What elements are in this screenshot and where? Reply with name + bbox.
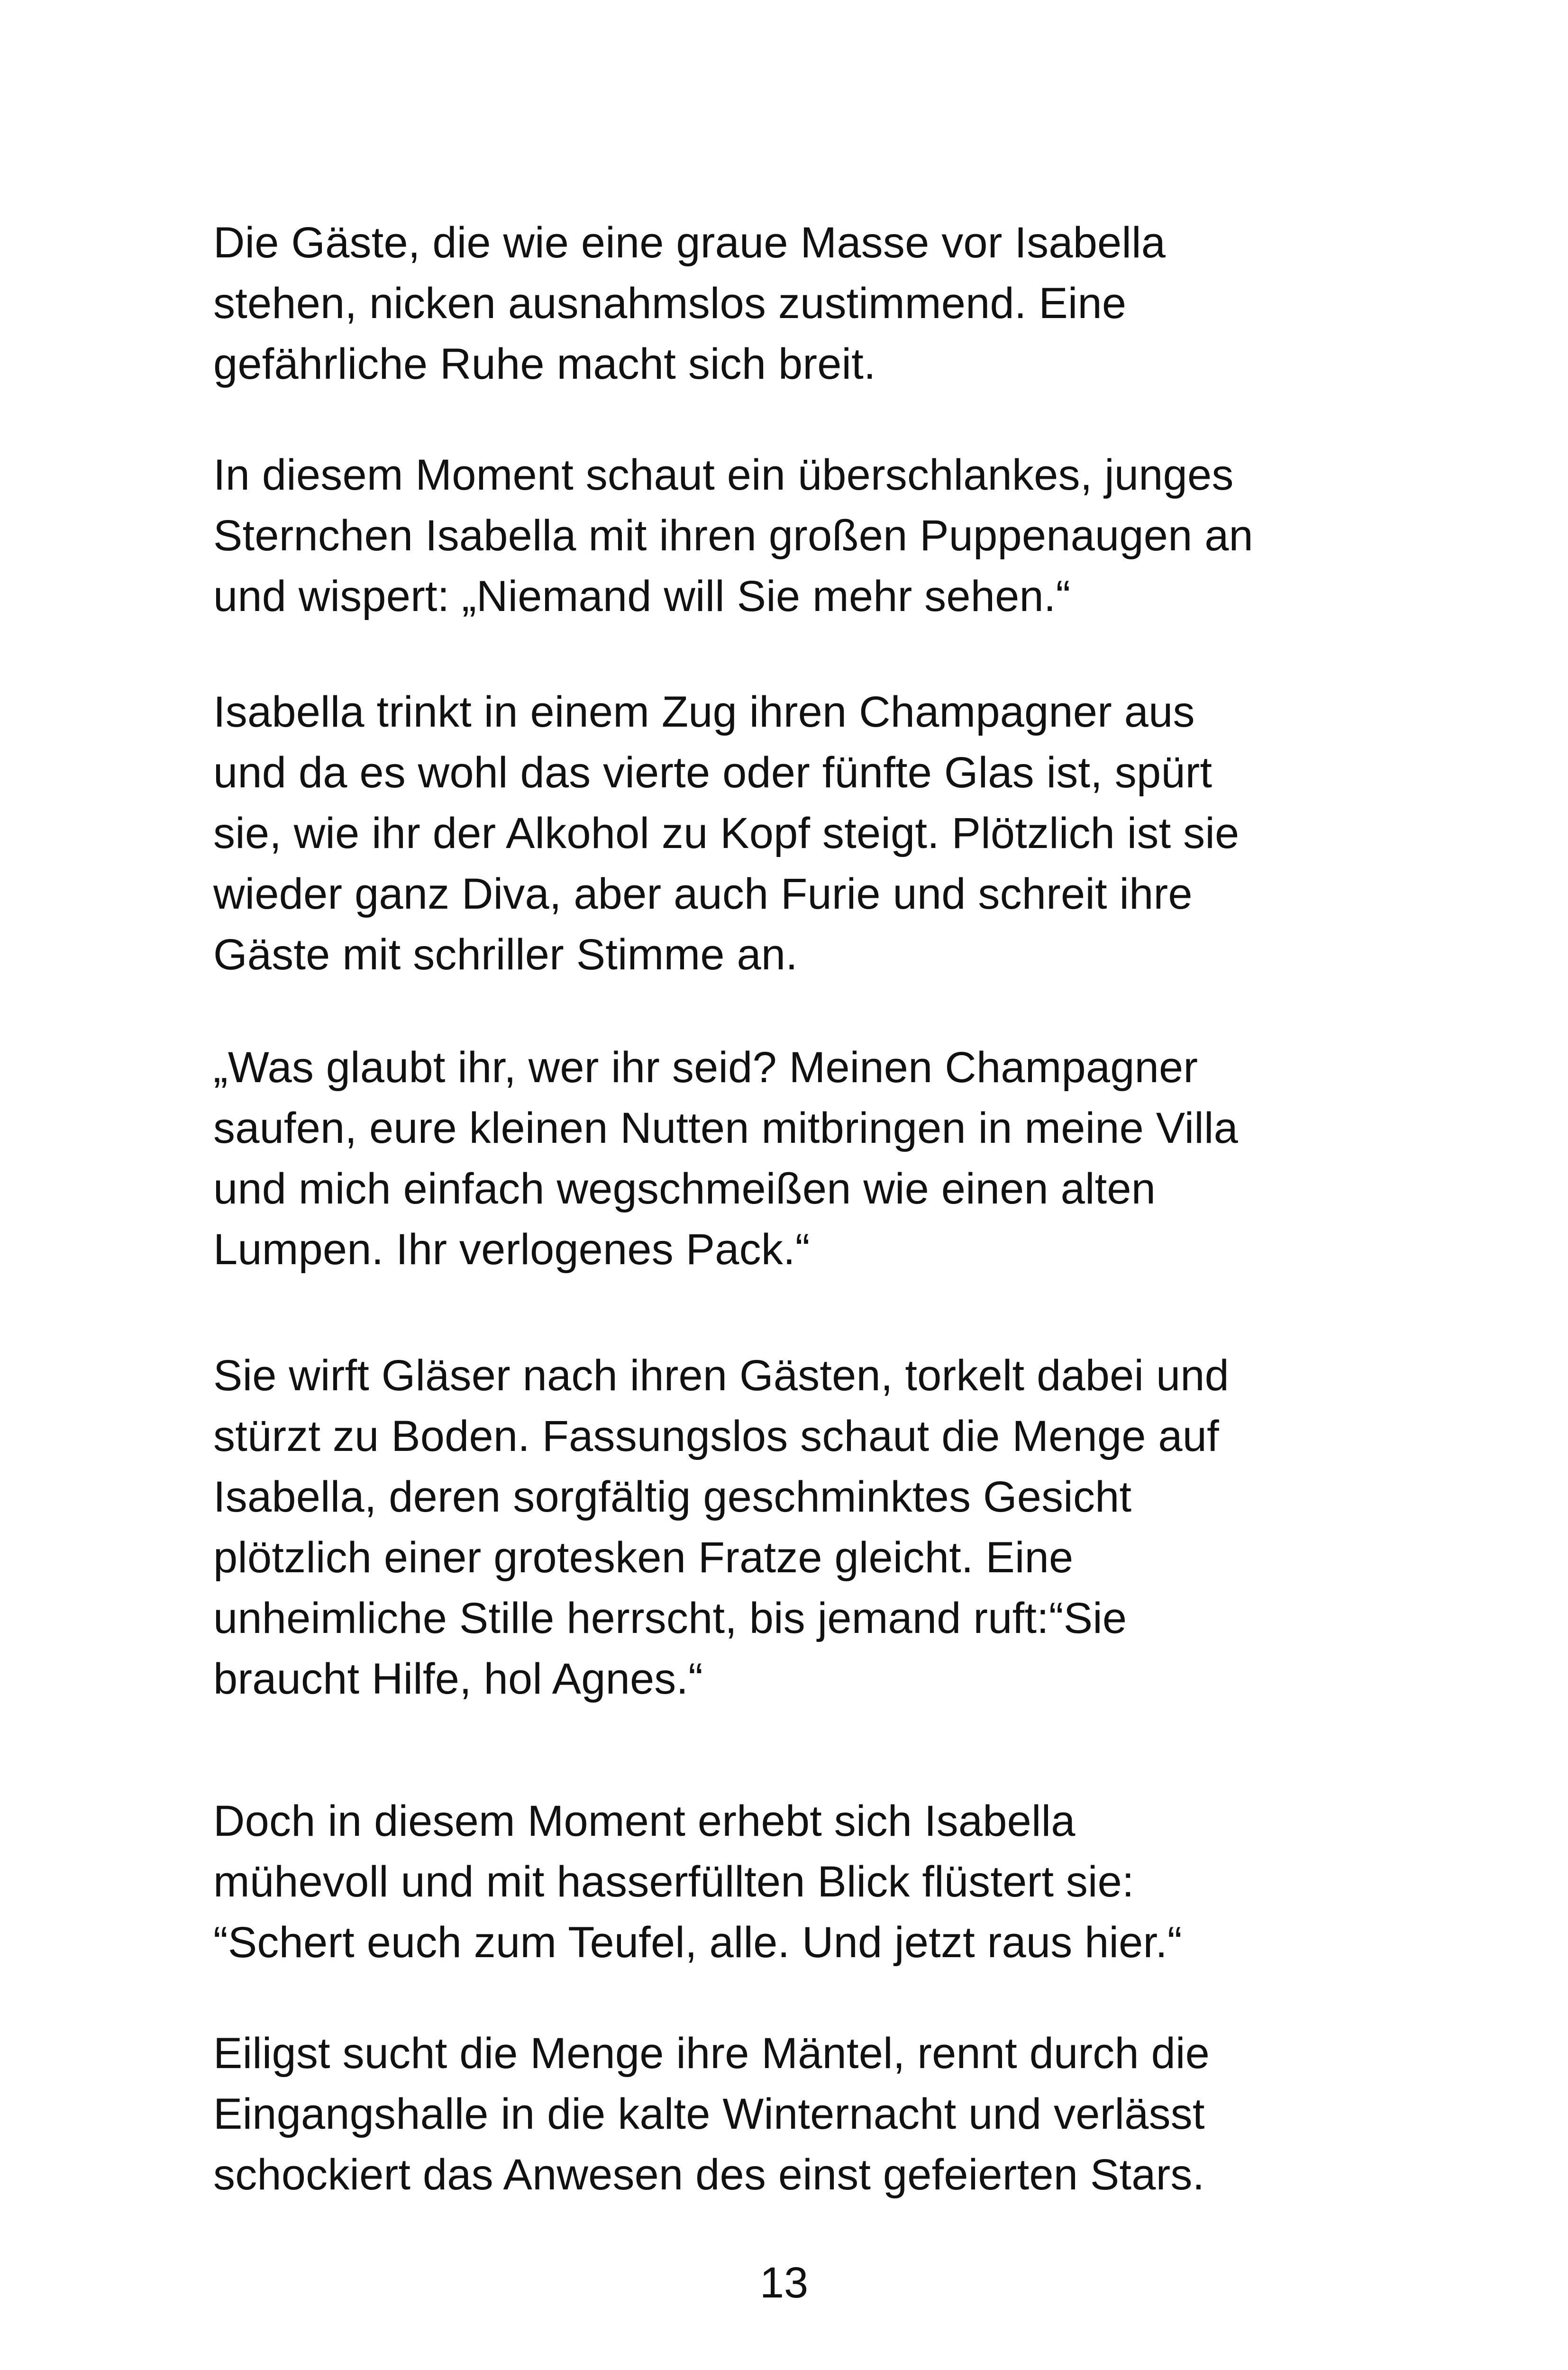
paragraph-5 [213,1345,1375,1709]
paragraph-2 [213,445,1375,627]
text-line: Eiligst sucht die Menge ihre Mäntel, rennt durch die [213,2029,1210,2078]
text-line: Isabella trinkt in einem Zug ihren Champagner aus [213,688,1195,736]
text-line: Gäste mit schriller Stimme an. [213,930,798,979]
text-line: Sie wirft Gläser nach ihren Gästen, torkelt dabei und [213,1351,1230,1400]
page-number: 13 [759,2259,809,2307]
paragraph-1 [213,212,1375,394]
text-line: Sternchen Isabella mit ihren großen Puppenaugen an [213,511,1253,560]
text-line: stürzt zu Boden. Fassungslos schaut die Menge auf [213,1412,1219,1460]
paragraph-3 [213,682,1375,985]
text-line: mühevoll und mit hasserfüllten Blick flüstert sie: [213,1858,1134,1906]
text-line: und mich einfach wegschmeißen wie einen alten [213,1165,1156,1213]
text-line: „Was glaubt ihr, wer ihr seid? Meinen Champagner [213,1043,1198,1092]
text-line: plötzlich einer grotesken Fratze gleicht. Eine [213,1533,1074,1582]
text-line: und da es wohl das vierte oder fünfte Glas ist, spürt [213,748,1212,797]
text-line: schockiert das Anwesen des einst gefeierten Stars. [213,2151,1205,2199]
text-line: wieder ganz Diva, aber auch Furie und schreit ihre [213,870,1193,918]
text-line: und wispert: „Niemand will Sie mehr sehen.“ [213,572,1071,620]
paragraph-7 [213,2023,1375,2205]
text-line: Eingangshalle in die kalte Winternacht und verlässt [213,2090,1205,2138]
text-line: saufen, eure kleinen Nutten mitbringen in meine Villa [213,1104,1238,1152]
text-line: braucht Hilfe, hol Agnes.“ [213,1655,703,1703]
text-line: gefährliche Ruhe macht sich breit. [213,340,876,388]
paragraph-4 [213,1037,1375,1280]
paragraph-6 [213,1791,1375,1973]
text-line: Die Gäste, die wie eine graue Masse vor Isabella [213,219,1166,267]
text-line: unheimliche Stille herrscht, bis jemand ruft:“Sie [213,1594,1127,1642]
text-line: “Schert euch zum Teufel, alle. Und jetzt raus hier.“ [213,1918,1182,1967]
text-line: In diesem Moment schaut ein überschlankes, junges [213,451,1234,499]
text-line: Doch in diesem Moment erhebt sich Isabella [213,1797,1076,1845]
text-line: Isabella, deren sorgfältig geschminktes Gesicht [213,1473,1132,1521]
text-line: stehen, nicken ausnahmslos zustimmend. Eine [213,279,1127,328]
text-line: sie, wie ihr der Alkohol zu Kopf steigt. Plötzlich ist sie [213,809,1240,857]
text-line: Lumpen. Ihr verlogenes Pack.“ [213,1225,810,1274]
